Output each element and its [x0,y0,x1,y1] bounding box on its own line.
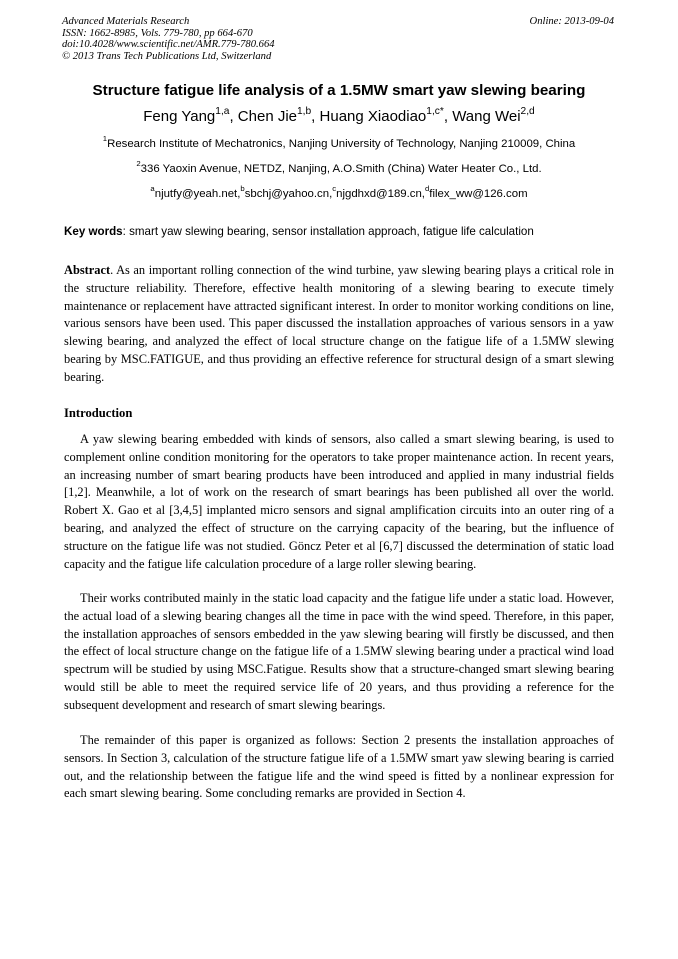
email: $^b$sbchj@yahoo.cn, [240,184,333,200]
paper-title: Structure fatigue life analysis of a 1.5MW smart yaw slewing bearing [92,82,586,99]
intro-paragraph-1: A yaw slewing bearing embedded with kinds of sensors, also called a smart slewing bearing, is used to complement online condition monitoring for the operators to take proper maintenance action. In recent years, an increasing number of smart bearing products have been introduced and applied in many industrial fields [1,2]. Meanwhile, a lot of work on the research of smart bearings has been published all over the world. Robert X. Gao et al [3,4,5] implanted micro sensors and signal amplification circuits into an outer ring of a bearing, and analyzed the effect of structure on the carrying capacity of the bearing, but the influence of structure on the fatigue life was not studied. Göncz Peter et al [6,7] discussed the determination of static load capacity and the fatigue life calculation procedure of a large roller slewing bearing. [64,432,614,571]
copyright-line: © 2013 Trans Tech Publications Ltd, Switzerland [62,50,272,62]
author: Wang Wei$^{2,d}$ [452,105,535,125]
keywords-label: Key words [64,225,123,238]
section-heading-introduction: Introduction [64,406,133,420]
abstract-label: Abstract [64,263,111,277]
affiliation-1: $^1$Research Institute of Mechatronics, Nanjing University of Technology, Nanjing 210009, China [102,134,576,150]
email: $^d$filex_ww@126.com [424,184,528,200]
intro-paragraph-3: The remainder of this paper is organized as follows: Section 2 presents the installation approaches of sensors. In Section 3, calculation of the structure fatigue life of a 1.5MW smart yaw slewing bearing is carried out, and the relationship between the fatigue life and the wind speed is fitted by a nonlinear expression for each smart slewing bearing. Some concluding remarks are provided in Section 4. [64,733,614,801]
journal-name: Advanced Materials Research [62,16,190,27]
keywords [64,225,624,238]
author-list [40,105,638,125]
keywords-text: : smart yaw slewing bearing, sensor installation approach, fatigue life calculation [122,225,534,238]
email: $^c$njgdhxd@189.cn, [332,184,425,200]
email: $^a$njutfy@yeah.net, [150,184,241,200]
author: Huang Xiaodiao$^{1,c*}$, [319,105,453,125]
journal-header [62,16,614,62]
intro-paragraph-2: Their works contributed mainly in the static load capacity and the fatigue life under a static load. However, the actual load of a slewing bearing changes all the time in pace with the wind speed. Therefore, in this paper, the installation approaches of sensors embedded in the yaw slewing bearing will firstly be discussed, and then the effect of local structure change on the fatigue life of a 1.5MW slewing bearing under a practical wind load spectrum will be studied by using MSC.Fatigue. Results show that a structure-changed smart slewing bearing would still be able to meet the required service life of 20 years, and thus providing a reference for the subsequent development and research of smart slewing bearings. [64,591,614,712]
abstract [64,262,614,387]
email-list [40,184,638,200]
author: Feng Yang$^{1,a}$, [143,105,238,125]
author: Chen Jie$^{1,b}$, [237,105,320,125]
affiliation-2: $^2$336 Yaoxin Avenue, NETDZ, Nanjing, A.O.Smith (China) Water Heater Co., Ltd. [136,159,542,175]
abstract-text: . As an important rolling connection of the wind turbine, yaw slewing bearing plays a critical role in the structure reliability. Therefore, effective health monitoring of a slewing bearing to execute timely maintenance or replacement have attracted significant interest. In order to monitor working conditions on line, various sensors have been used. This paper discussed the installation approaches of various sensors in a yaw slewing bearing, and analyzed the effect of local structure change on the fatigue life of a 1.5MW slewing bearing by MSC.FATIGUE, and thus providing an effective reference for structural design of a smart slewing bearing. [64,263,614,384]
doi-line: doi:10.4028/www.scientific.net/AMR.779-780.664 [62,39,275,51]
online-date: Online: 2013-09-04 [529,16,614,27]
issn-line: ISSN: 1662-8985, Vols. 779-780, pp 664-670 [62,27,253,39]
